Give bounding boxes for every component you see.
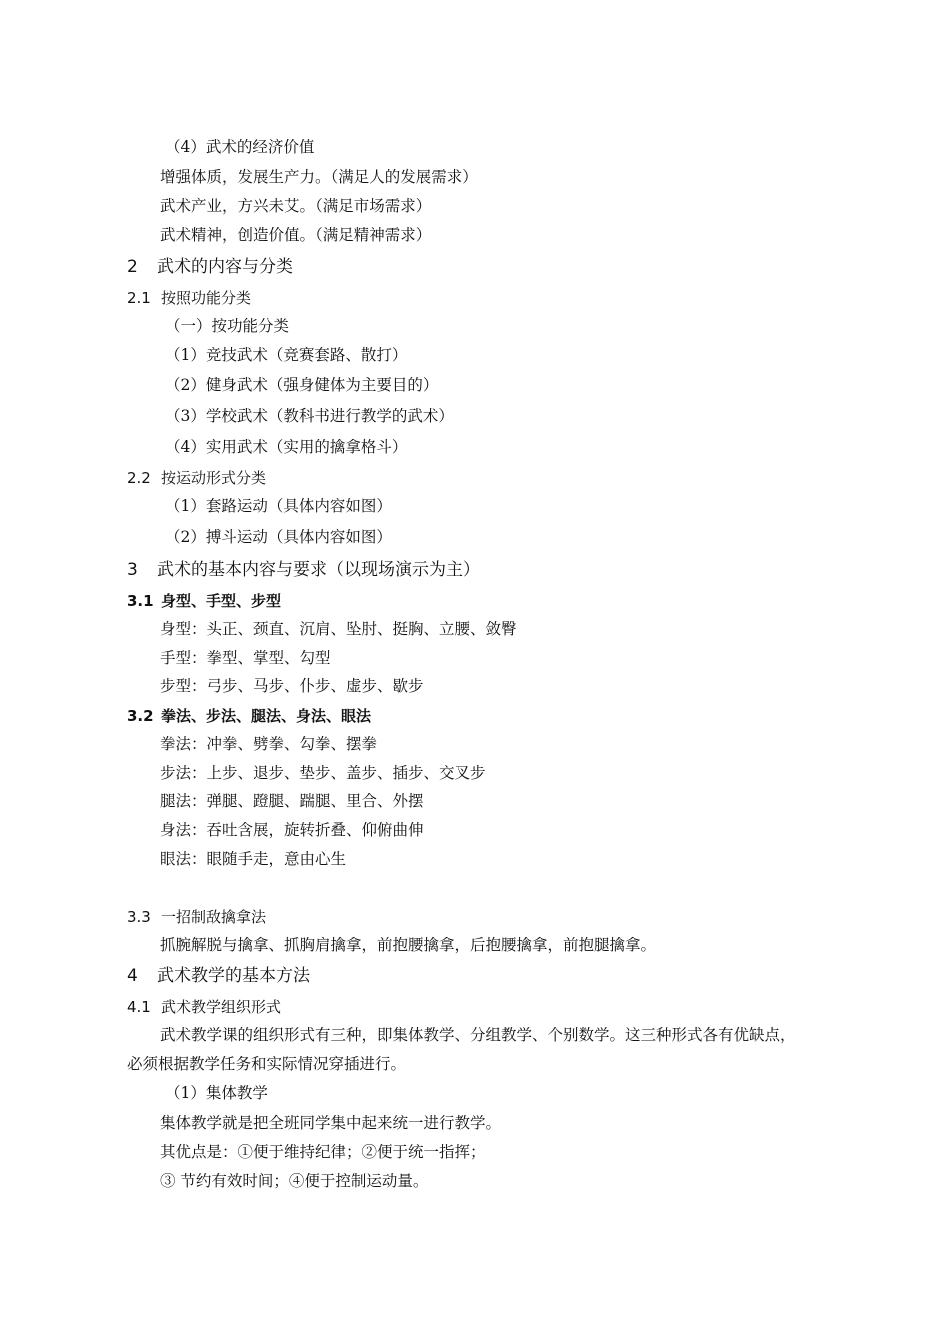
text-line: （1）竞技武术（竞赛套路、散打） [165, 346, 408, 364]
text-line: （4）武术的经济价值 [165, 138, 315, 156]
section-heading: 3 武术的基本内容与要求（以现场演示为主） [127, 560, 480, 580]
text-line: 集体教学就是把全班同学集中起来统一进行教学。 [160, 1114, 502, 1132]
text-line: （3）学校武术（教科书进行教学的武术） [165, 407, 454, 425]
text-line: （一）按功能分类 [165, 317, 290, 335]
text-line: 武术产业，方兴未艾。（满足市场需求） [160, 197, 432, 215]
text-line: 抓腕解脱与擒拿、抓胸肩擒拿，前抱腰擒拿，后抱腰擒拿，前抱腿擒拿。 [160, 936, 657, 954]
text-line: （1）套路运动（具体内容如图） [165, 497, 392, 515]
text-line: 步法：上步、退步、垫步、盖步、插步、交叉步 [160, 764, 486, 782]
text-line: 武术教学课的组织形式有三种，即集体教学、分组教学、个别数学。这三种形式各有优缺点， [160, 1026, 796, 1044]
text-line: 手型：拳型、掌型、勾型 [160, 649, 331, 667]
subsection-heading: 4.1 武术教学组织形式 [127, 998, 282, 1016]
text-line: 武术精神，创造价值。（满足精神需求） [160, 226, 432, 244]
section-heading: 2 武术的内容与分类 [127, 257, 293, 277]
text-line: （1）集体教学 [165, 1084, 268, 1102]
section-heading: 4 武术教学的基本方法 [127, 966, 310, 986]
text-line: 腿法：弹腿、蹬腿、踹腿、里合、外摆 [160, 792, 424, 810]
text-line: （2）搏斗运动（具体内容如图） [165, 528, 392, 546]
text-line: （2）健身武术（强身健体为主要目的） [165, 376, 439, 394]
text-line: 增强体质，发展生产力。（满足人的发展需求） [160, 168, 478, 186]
text-line: 拳法：冲拳、劈拳、勾拳、摆拳 [160, 735, 378, 753]
text-line: ③ 节约有效时间；④便于控制运动量。 [160, 1172, 429, 1190]
subsection-heading: 3.2 拳法、步法、腿法、身法、眼法 [127, 707, 372, 725]
text-line: 身法：吞吐含展，旋转折叠、仰俯曲伸 [160, 821, 424, 839]
subsection-heading: 2.1 按照功能分类 [127, 289, 252, 307]
text-line: 身型：头正、颈直、沉肩、坠肘、挺胸、立腰、敛臀 [160, 620, 517, 638]
subsection-heading: 3.3 一招制敌擒拿法 [127, 908, 267, 926]
subsection-heading: 2.2 按运动形式分类 [127, 469, 267, 487]
text-line: 眼法：眼随手走，意由心生 [160, 850, 347, 868]
subsection-heading: 3.1 身型、手型、步型 [127, 592, 282, 610]
text-line: 必须根据教学任务和实际情况穿插进行。 [127, 1055, 407, 1073]
text-line: 步型：弓步、马步、仆步、虚步、歇步 [160, 677, 424, 695]
text-line: （4）实用武术（实用的擒拿格斗） [165, 438, 408, 456]
text-line: 其优点是：①便于维持纪律；②便于统一指挥； [160, 1143, 486, 1161]
